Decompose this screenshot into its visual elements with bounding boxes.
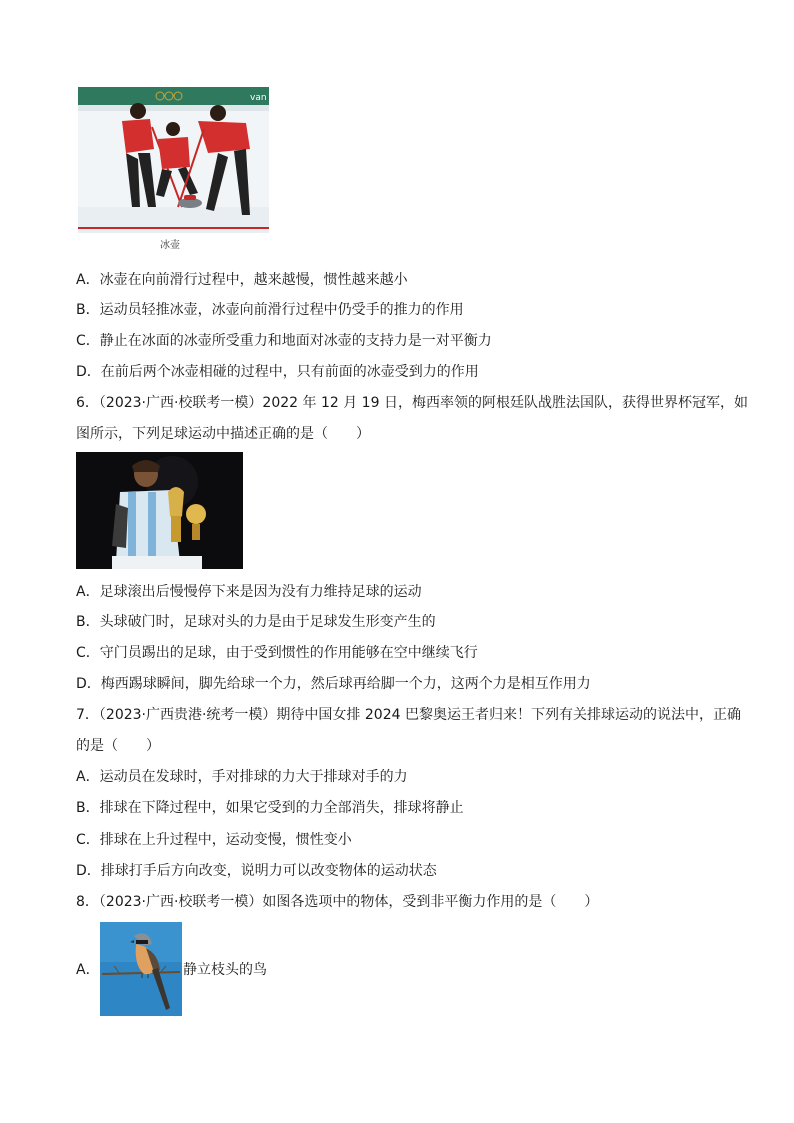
q6-stem-line1: 6．（2023·广西·校联考一模）2022 年 12 月 19 日，梅西率领的阿根廷队战胜法国队，获得世界杯冠军，如 <box>76 395 748 411</box>
q5-option-d: D．在前后两个冰壶相碰的过程中，只有前面的冰壶受到力的作用 <box>76 364 479 380</box>
q5-option-b: B．运动员轻推冰壶，冰壶向前滑行过程中仍受手的推力的作用 <box>76 302 464 318</box>
q7-option-a: A．运动员在发球时，手对排球的力大于排球对手的力 <box>76 769 408 785</box>
q7-stem-line1: 7．（2023·广西贵港·统考一模）期待中国女排 2024 巴黎奥运王者归来！下列有关排球运动的说法中，正确 <box>76 707 741 723</box>
q6-option-c: C．守门员踢出的足球，由于受到惯性的作用能够在空中继续飞行 <box>76 645 478 661</box>
bird-on-branch-icon <box>100 922 182 1016</box>
q5-option-c: C．静止在冰面的冰壶所受重力和地面对冰壶的支持力是一对平衡力 <box>76 333 492 349</box>
q6-option-b: B．头球破门时，足球对头的力是由于足球发生形变产生的 <box>76 614 436 630</box>
svg-text:van: van <box>250 93 267 103</box>
q6-option-a: A．足球滚出后慢慢停下来是因为没有力维持足球的运动 <box>76 584 422 600</box>
soccer-trophy-icon <box>76 452 243 569</box>
curling-icon <box>78 87 269 233</box>
q6-stem-line2: 图所示，下列足球运动中描述正确的是（ ） <box>76 426 370 442</box>
q7-stem-line2: 的是（ ） <box>76 738 160 754</box>
q7-option-b: B．排球在下降过程中，如果它受到的力全部消失，排球将静止 <box>76 800 464 816</box>
curling-caption: 冰壶 <box>160 240 180 251</box>
curling-photo <box>78 87 269 233</box>
q7-option-c: C．排球在上升过程中，运动变慢，惯性变小 <box>76 832 352 848</box>
bird-photo <box>100 922 182 1016</box>
q8-stem: 8．（2023·广西·校联考一模）如图各选项中的物体，受到非平衡力作用的是（ ） <box>76 894 599 910</box>
q6-option-d: D．梅西踢球瞬间，脚先给球一个力，然后球再给脚一个力，这两个力是相互作用力 <box>76 676 591 692</box>
q8-option-a-text: 静立枝头的鸟 <box>183 962 267 978</box>
q7-option-d: D．排球打手后方向改变，说明力可以改变物体的运动状态 <box>76 863 437 879</box>
q8-option-a-label: A． <box>76 962 100 978</box>
messi-photo <box>76 452 243 569</box>
q5-option-a: A．冰壶在向前滑行过程中，越来越慢，惯性越来越小 <box>76 272 408 288</box>
